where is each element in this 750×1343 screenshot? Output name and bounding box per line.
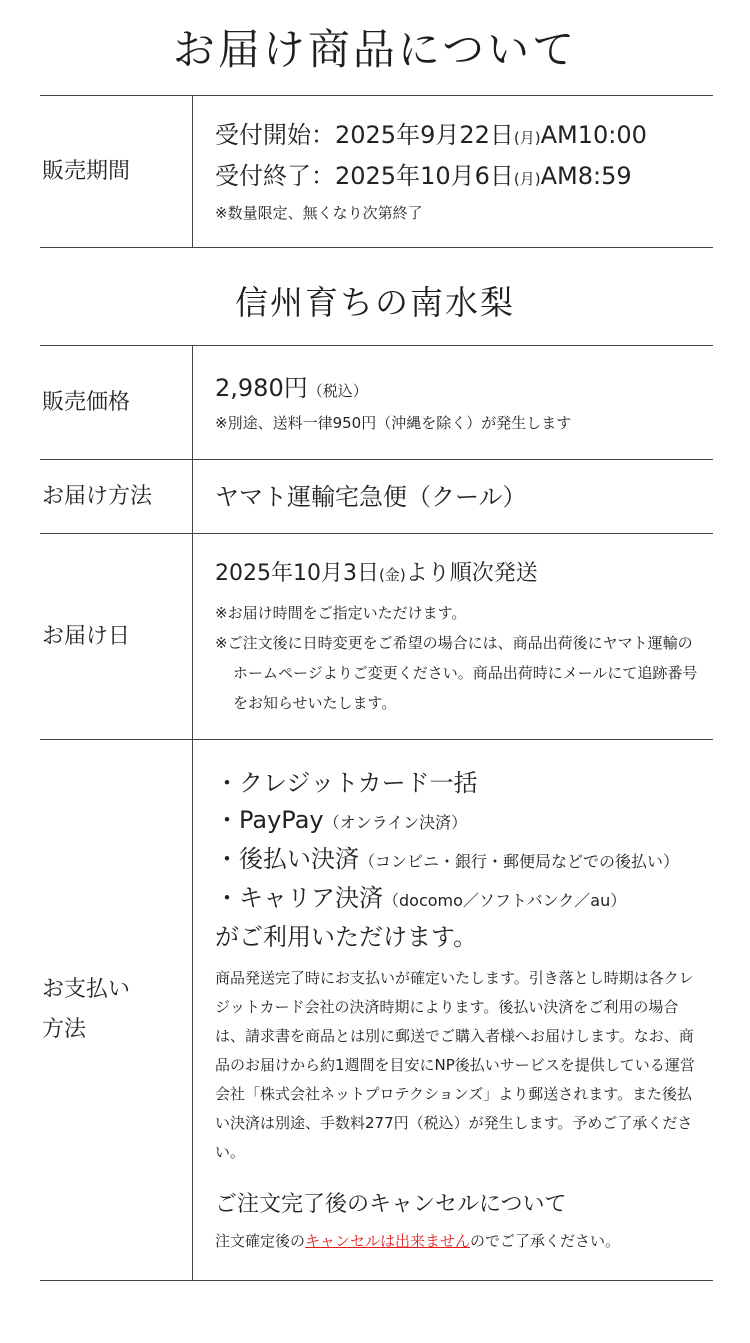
sales-end — [215, 157, 705, 198]
sales-end-weekday: (月) — [513, 170, 541, 188]
payment-method-name: ・PayPay — [215, 806, 324, 834]
sales-start-time: AM10:00 — [540, 121, 647, 149]
delivery-method-text: ヤマト運輸宅急便（クール） — [215, 482, 527, 511]
product-name: 信州育ちの南水梨 — [235, 283, 515, 322]
payment-method-name: ・クレジットカード一括 — [215, 769, 478, 797]
payment-description: 商品発送完了時にお支払いが確定いたします。引き落とし時期は各クレジットカード会社の決済時期によります。後払い決済をご利用の場合は、請求書を商品とは別に郵送でご購入者様へお届けします。なお、商品のお届けから約1週間を目安にNP後払いサービスを提供している運営会社「株式会社ネットプロテクションズ」より郵送されます。また後払い決済は別途、手数料277円（税込）が発生します。予めご了承ください。 — [215, 969, 695, 1161]
cancel-suffix: のでご了承ください。 — [470, 1232, 621, 1250]
payment-method-detail: （コンビニ・銀行・郵便局などでの後払い） — [359, 852, 680, 871]
payment-available: がご利用いただけます。 — [215, 923, 478, 951]
delivery-weekday: (金) — [378, 566, 406, 584]
price-value — [193, 346, 714, 460]
sales-period-row — [40, 96, 713, 248]
sales-start-date: 受付開始：2025年9月22日 — [215, 121, 514, 149]
price-row — [40, 346, 713, 460]
sales-period-table — [40, 95, 713, 248]
delivery-method-row — [40, 460, 713, 534]
delivery-date-note2: ※ご注文後に日時変更をご希望の場合には、商品出荷後にヤマト運輸のホームページよりご変更ください。商品出荷時にメールにて追跡番号をお知らせいたします。 — [215, 634, 698, 712]
payment-method-detail: （オンライン決済） — [323, 813, 468, 832]
sales-start-weekday: (月) — [513, 129, 541, 147]
sales-end-time: AM8:59 — [540, 162, 632, 190]
price-line — [215, 369, 705, 410]
price-amount: 2,980円 — [215, 373, 308, 402]
payment-method-name: ・キャリア決済 — [215, 884, 383, 912]
delivery-date-head — [215, 555, 705, 594]
payment-method-item — [215, 802, 705, 841]
cancel-title: ご注文完了後のキャンセルについて — [215, 1192, 567, 1217]
product-info-table — [40, 345, 713, 1281]
sales-start — [215, 116, 705, 157]
delivery-method-label: お届け方法 — [40, 460, 193, 534]
delivery-method-value — [193, 460, 714, 534]
delivery-date-row — [40, 534, 713, 740]
delivery-date-suffix: より順次発送 — [405, 561, 538, 586]
page-title: お届け商品について — [172, 25, 578, 74]
payment-method-item — [215, 841, 705, 880]
delivery-date: 2025年10月3日 — [215, 561, 379, 586]
payment-row — [40, 740, 713, 1281]
payment-methods — [215, 765, 705, 919]
sales-period-label: 販売期間 — [40, 96, 193, 248]
delivery-date-label: お届け日 — [40, 534, 193, 740]
price-label: 販売価格 — [40, 346, 193, 460]
sales-period-note: ※数量限定、無くなり次第終了 — [215, 204, 423, 222]
delivery-date-note1: ※お届け時間をご指定いただけます。 — [215, 604, 467, 622]
price-tax: （税込） — [307, 381, 368, 400]
delivery-date-value — [193, 534, 714, 740]
payment-method-detail: （docomo／ソフトバンク／au） — [383, 891, 627, 910]
payment-value — [193, 740, 714, 1281]
cancel-note — [215, 1227, 705, 1255]
payment-label-text: お支払い方法 — [42, 977, 131, 1042]
sales-period-value — [193, 96, 714, 248]
cancel-prefix: 注文確定後の — [215, 1232, 306, 1250]
cancel-emphasis: キャンセルは出来ません — [305, 1232, 471, 1250]
payment-method-item — [215, 880, 705, 919]
payment-label — [40, 740, 193, 1281]
payment-method-name: ・後払い決済 — [215, 845, 359, 873]
payment-method-item — [215, 765, 705, 802]
sales-end-date: 受付終了：2025年10月6日 — [215, 162, 514, 190]
price-note: ※別途、送料一律950円（沖縄を除く）が発生します — [215, 413, 572, 432]
